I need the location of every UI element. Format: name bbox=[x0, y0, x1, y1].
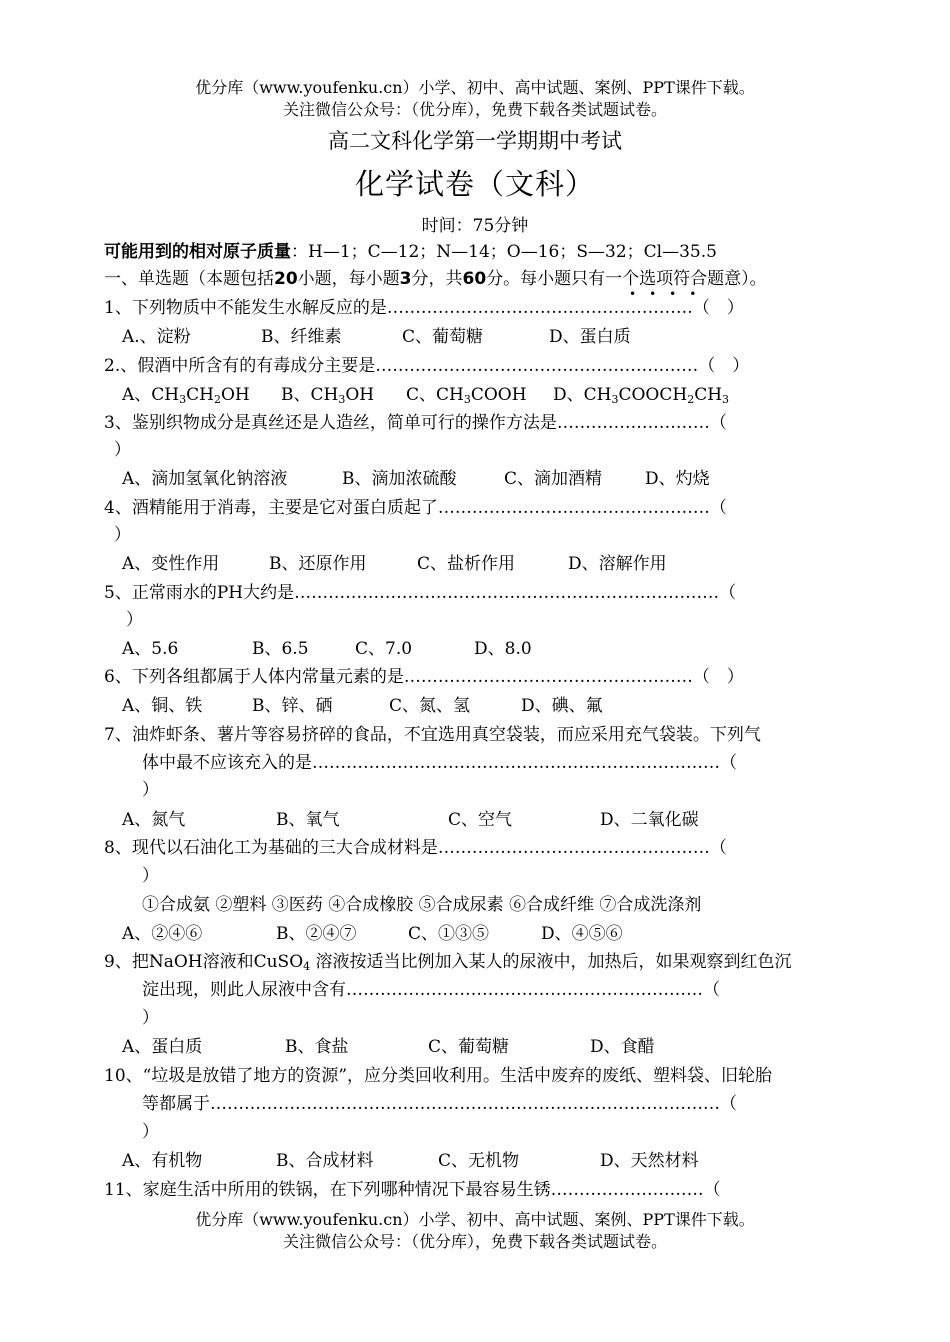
question-10-bracket: ） bbox=[142, 1122, 159, 1142]
section-text-b: 小题，每小题 bbox=[297, 269, 400, 289]
section-points-total: 60 bbox=[462, 269, 487, 289]
question-1-option-a: A.、淀粉 bbox=[122, 327, 191, 347]
question-11-stem: 11、家庭生活中所用的铁锅，在下列哪种情况下最容易生锈………………………（ bbox=[104, 1180, 721, 1200]
question-8-stem: 8、现代以石油化工为基础的三大合成材料是…………………………………………（ bbox=[104, 838, 727, 858]
question-7-bracket: ） bbox=[142, 780, 159, 800]
footer-line-2: 关注微信公众号：（优分库），免费下载各类试题试卷。 bbox=[282, 1232, 667, 1251]
question-3-option-a: A、滴加氢氧化钠溶液 bbox=[122, 469, 288, 489]
question-7-stem: 7、油炸虾条、薯片等容易挤碎的食品，不宜选用真空袋装，而应采用充气袋装。下列气 bbox=[104, 725, 761, 745]
question-2-option-a: A、$CH_3CH_2OH$ bbox=[122, 385, 250, 406]
question-5-stem: 5、正常雨水的PH大约是…………………………………………………………………（ bbox=[104, 583, 737, 603]
question-3-option-c: C、滴加酒精 bbox=[504, 469, 603, 489]
question-10-stem: 10、“垃圾是放错了地方的资源”，应分类回收利用。生活中废弃的废纸、塑料袋、旧轮胎 bbox=[104, 1066, 773, 1086]
question-4-option-b: B、还原作用 bbox=[269, 554, 367, 574]
question-4-option-c: C、盐析作用 bbox=[417, 554, 516, 574]
atomic-mass-line bbox=[104, 240, 717, 264]
question-10-stem-cont: 等都属于………………………………………………………………………………（ bbox=[142, 1094, 737, 1114]
header-line-1: 优分库（www.youfenku.cn）小学、初中、高中试题、案例、PPT课件下载。 bbox=[195, 78, 755, 97]
question-9-option-c: C、葡萄糖 bbox=[428, 1037, 510, 1057]
question-7-option-a: A、氮气 bbox=[122, 810, 186, 830]
question-5-option-c: C、7.0 bbox=[355, 639, 413, 659]
question-10-option-b: B、合成材料 bbox=[276, 1151, 374, 1171]
question-6-option-b: B、锌、硒 bbox=[252, 696, 333, 716]
question-2-option-d: D、$CH_3COOCH_2CH_3$ bbox=[553, 385, 730, 406]
question-2-stem: 2.、假酒中所含有的有毒成分主要是…………………………………………………（ ） bbox=[104, 356, 750, 376]
question-8-bracket: ） bbox=[142, 866, 159, 886]
question-10-option-c: C、无机物 bbox=[438, 1151, 520, 1171]
question-9-option-b: B、食盐 bbox=[285, 1037, 349, 1057]
question-10-option-d: D、天然材料 bbox=[600, 1151, 699, 1171]
question-7-option-c: C、空气 bbox=[448, 810, 513, 830]
section-count: 20 bbox=[274, 269, 298, 289]
emphasis-dots: •••• bbox=[629, 287, 710, 301]
question-1-option-c: C、葡萄糖 bbox=[402, 327, 484, 347]
question-5-bracket: ） bbox=[126, 610, 143, 630]
question-1-option-d: D、蛋白质 bbox=[549, 327, 631, 347]
question-9-option-a: A、蛋白质 bbox=[122, 1037, 203, 1057]
question-7-option-d: D、二氧化碳 bbox=[600, 810, 699, 830]
section-text-a: 一、单选题（本题包括 bbox=[104, 269, 274, 289]
atomic-mass-values: ：H—1；C—12；N—14；O—16；S—32；Cl—35.5 bbox=[291, 242, 717, 262]
header-line-2: 关注微信公众号：（优分库），免费下载各类试题试卷。 bbox=[282, 100, 667, 119]
question-8-option-c: C、①③⑤ bbox=[408, 924, 490, 944]
question-1-option-b: B、纤维素 bbox=[261, 327, 342, 347]
question-8-option-b: B、②④⑦ bbox=[276, 924, 357, 944]
section-text-c: 分，共 bbox=[411, 269, 463, 289]
question-2-option-c: C、$CH_3COOH$ bbox=[406, 385, 527, 406]
question-6-option-c: C、氮、氢 bbox=[389, 696, 471, 716]
question-9-stem: 9、把NaOH溶液和CuSO$_4$ 溶液按适当比例加入某人的尿液中，加热后，如果观察到红色沉 bbox=[104, 952, 792, 973]
question-5-option-d: D、8.0 bbox=[474, 639, 532, 659]
question-2-option-b: B、$CH_3OH$ bbox=[281, 385, 375, 406]
section-text-d: 分。每小题只有一个选项符合题意）。 bbox=[486, 269, 767, 289]
question-4-bracket: ） bbox=[114, 525, 131, 545]
footer-line-1: 优分库（www.youfenku.cn）小学、初中、高中试题、案例、PPT课件下载。 bbox=[195, 1210, 755, 1229]
question-4-option-d: D、溶解作用 bbox=[568, 554, 667, 574]
question-4-option-a: A、变性作用 bbox=[122, 554, 220, 574]
question-5-option-a: A、5.6 bbox=[122, 639, 179, 659]
question-5-option-b: B、6.5 bbox=[252, 639, 309, 659]
question-3-option-b: B、滴加浓硫酸 bbox=[342, 469, 457, 489]
exam-title: 化学试卷（文科） bbox=[354, 167, 595, 201]
question-4-stem: 4、酒精能用于消毒，主要是它对蛋白质起了…………………………………………（ bbox=[104, 498, 727, 518]
question-7-option-b: B、氧气 bbox=[276, 810, 340, 830]
question-6-stem: 6、下列各组都属于人体内常量元素的是……………………………………………（ ） bbox=[104, 667, 744, 687]
question-9-stem-cont: 淀出现，则此人尿液中含有………………………………………………………（ bbox=[142, 980, 720, 1000]
question-3-option-d: D、灼烧 bbox=[645, 469, 710, 489]
question-9-bracket: ） bbox=[142, 1008, 159, 1028]
question-9-option-d: D、食醋 bbox=[590, 1037, 655, 1057]
question-3-stem: 3、鉴别织物成分是真丝还是人造丝，简单可行的操作方法是………………………（ bbox=[104, 413, 727, 433]
question-8-items: ①合成氨 ②塑料 ③医药 ④合成橡胶 ⑤合成尿素 ⑥合成纤维 ⑦合成洗涤剂 bbox=[142, 895, 702, 915]
question-6-option-d: D、碘、氟 bbox=[521, 696, 603, 716]
question-8-option-a: A、②④⑥ bbox=[122, 924, 203, 944]
question-3-bracket: ） bbox=[114, 440, 131, 460]
question-6-option-a: A、铜、铁 bbox=[122, 696, 203, 716]
exam-time: 时间：75分钟 bbox=[421, 216, 529, 236]
question-8-option-d: D、④⑤⑥ bbox=[541, 924, 623, 944]
section-points-each: 3 bbox=[399, 269, 412, 289]
atomic-mass-label: 可能用到的相对原子质量 bbox=[104, 242, 291, 262]
exam-subtitle: 高二文科化学第一学期期中考试 bbox=[328, 129, 622, 153]
question-7-stem-cont: 体中最不应该充入的是………………………………………………………………（ bbox=[142, 753, 737, 773]
question-1-stem: 1、下列物质中不能发生水解反应的是………………………………………………（ ） bbox=[104, 298, 744, 318]
question-10-option-a: A、有机物 bbox=[122, 1151, 203, 1171]
